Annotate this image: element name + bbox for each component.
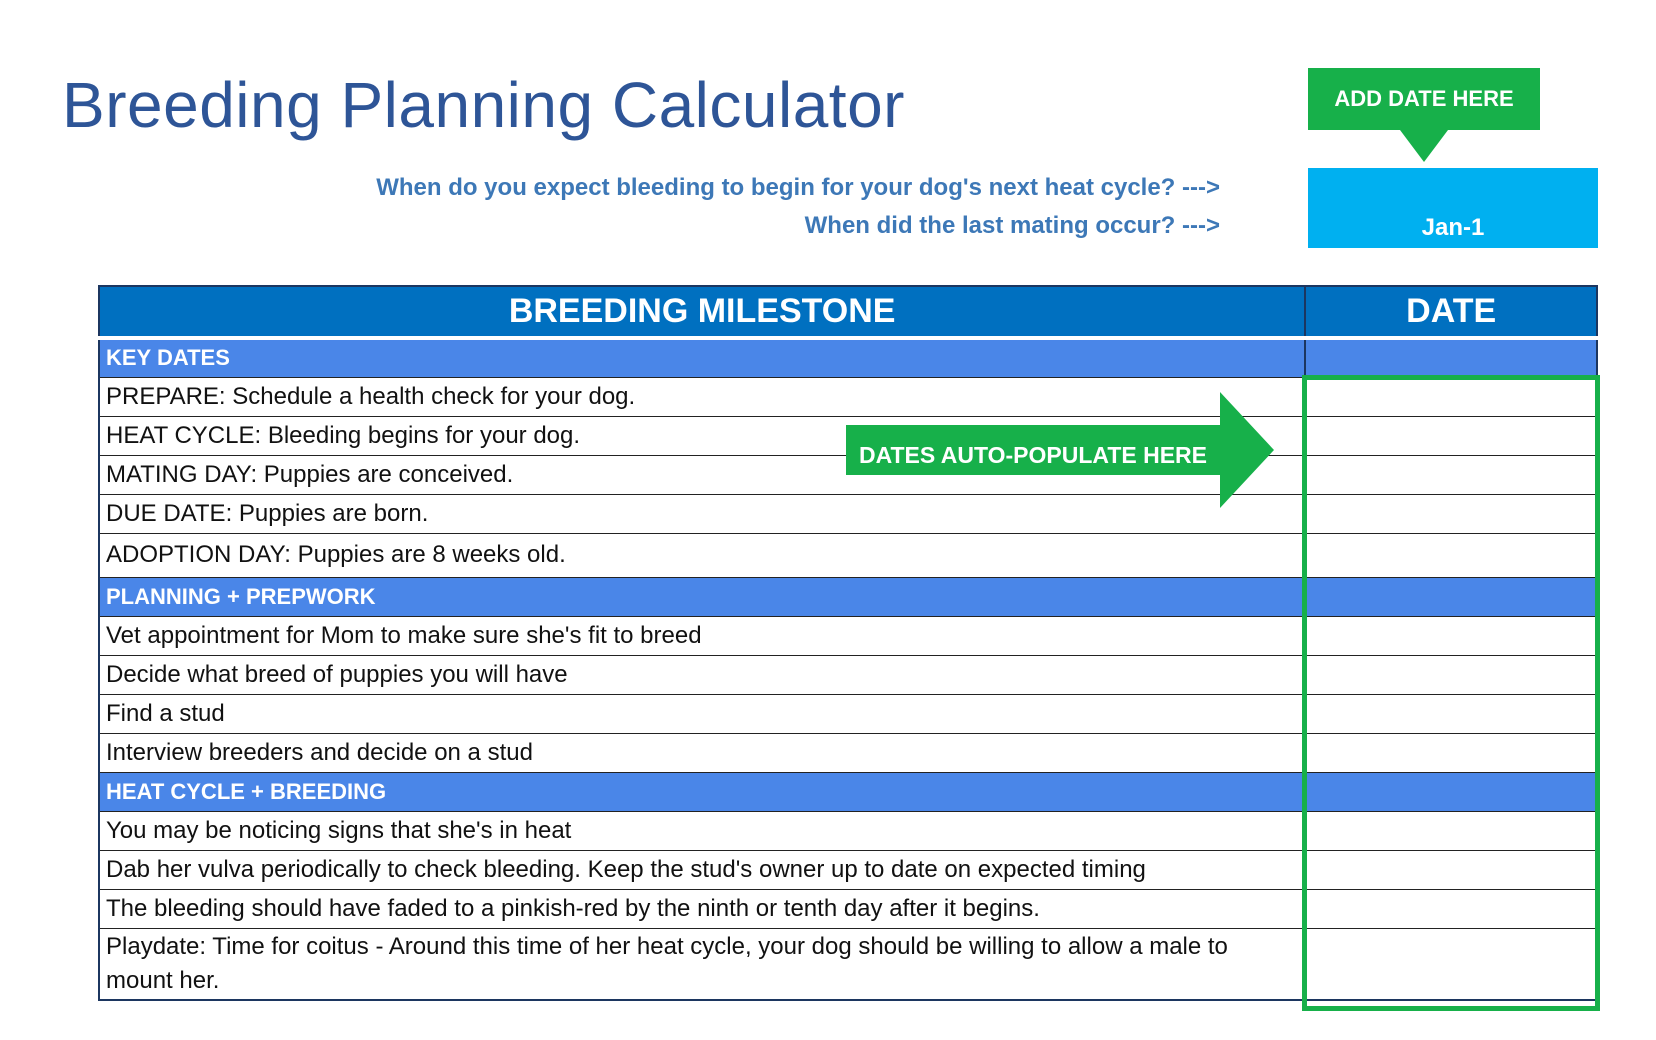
date-cell[interactable] xyxy=(1305,889,1597,928)
date-cell[interactable] xyxy=(1305,494,1597,533)
section-row-key-dates xyxy=(99,338,1597,377)
table-row xyxy=(99,811,1597,850)
milestone-cell: You may be noticing signs that she's in heat xyxy=(99,811,1305,850)
date-cell[interactable] xyxy=(1305,377,1597,416)
milestone-cell: DUE DATE: Puppies are born. xyxy=(99,494,1305,533)
table-row xyxy=(99,733,1597,772)
milestone-cell: Vet appointment for Mom to make sure she's fit to breed xyxy=(99,616,1305,655)
table-row xyxy=(99,616,1597,655)
milestone-cell: Decide what breed of puppies you will have xyxy=(99,655,1305,694)
date-cell[interactable] xyxy=(1305,694,1597,733)
milestone-column-header: BREEDING MILESTONE xyxy=(99,286,1305,338)
table-row xyxy=(99,850,1597,889)
date-cell[interactable] xyxy=(1305,850,1597,889)
date-cell[interactable] xyxy=(1305,928,1597,1000)
section-date-cell xyxy=(1305,338,1597,377)
down-arrow-icon xyxy=(1400,130,1448,162)
table-header-row xyxy=(99,286,1597,338)
heat-start-question: When do you expect bleeding to begin for your dog's next heat cycle? ---> xyxy=(376,174,1220,201)
table-row xyxy=(99,533,1597,577)
section-label: PLANNING + PREPWORK xyxy=(99,577,1305,616)
milestone-cell: Find a stud xyxy=(99,694,1305,733)
milestone-cell: PREPARE: Schedule a health check for your dog. xyxy=(99,377,1305,416)
date-cell[interactable] xyxy=(1305,655,1597,694)
milestone-cell: The bleeding should have faded to a pinkish-red by the ninth or tenth day after it begins. xyxy=(99,889,1305,928)
add-date-callout: ADD DATE HERE xyxy=(1308,68,1540,130)
table-row xyxy=(99,694,1597,733)
date-column-header: DATE xyxy=(1305,286,1597,338)
section-label: HEAT CYCLE + BREEDING xyxy=(99,772,1305,811)
table-row xyxy=(99,928,1597,1000)
section-date-cell xyxy=(1305,772,1597,811)
section-label: KEY DATES xyxy=(99,338,1305,377)
date-cell[interactable] xyxy=(1305,533,1597,577)
section-date-cell xyxy=(1305,577,1597,616)
last-mating-input[interactable]: Jan-1 xyxy=(1308,208,1598,248)
date-cell[interactable] xyxy=(1305,616,1597,655)
milestone-cell: Dab her vulva periodically to check bleeding. Keep the stud's owner up to date on expected timing xyxy=(99,850,1305,889)
date-cell[interactable] xyxy=(1305,416,1597,455)
heat-start-input[interactable] xyxy=(1308,168,1598,208)
table-row xyxy=(99,889,1597,928)
table-row xyxy=(99,655,1597,694)
milestone-cell: Playdate: Time for coitus - Around this time of her heat cycle, your dog should be willing to allow a male to mount her. xyxy=(99,928,1305,1000)
section-row-heat-cycle xyxy=(99,772,1597,811)
milestone-cell: MATING DAY: Puppies are conceived. xyxy=(99,455,1305,494)
date-cell[interactable] xyxy=(1305,811,1597,850)
last-mating-question: When did the last mating occur? ---> xyxy=(804,212,1220,239)
section-row-planning xyxy=(99,577,1597,616)
page-title: Breeding Planning Calculator xyxy=(62,69,905,141)
milestone-cell: ADOPTION DAY: Puppies are 8 weeks old. xyxy=(99,533,1305,577)
date-cell[interactable] xyxy=(1305,733,1597,772)
date-cell[interactable] xyxy=(1305,455,1597,494)
milestone-cell: HEAT CYCLE: Bleeding begins for your dog. xyxy=(99,416,1305,455)
auto-populate-callout: DATES AUTO-POPULATE HERE xyxy=(859,442,1207,468)
milestone-cell: Interview breeders and decide on a stud xyxy=(99,733,1305,772)
